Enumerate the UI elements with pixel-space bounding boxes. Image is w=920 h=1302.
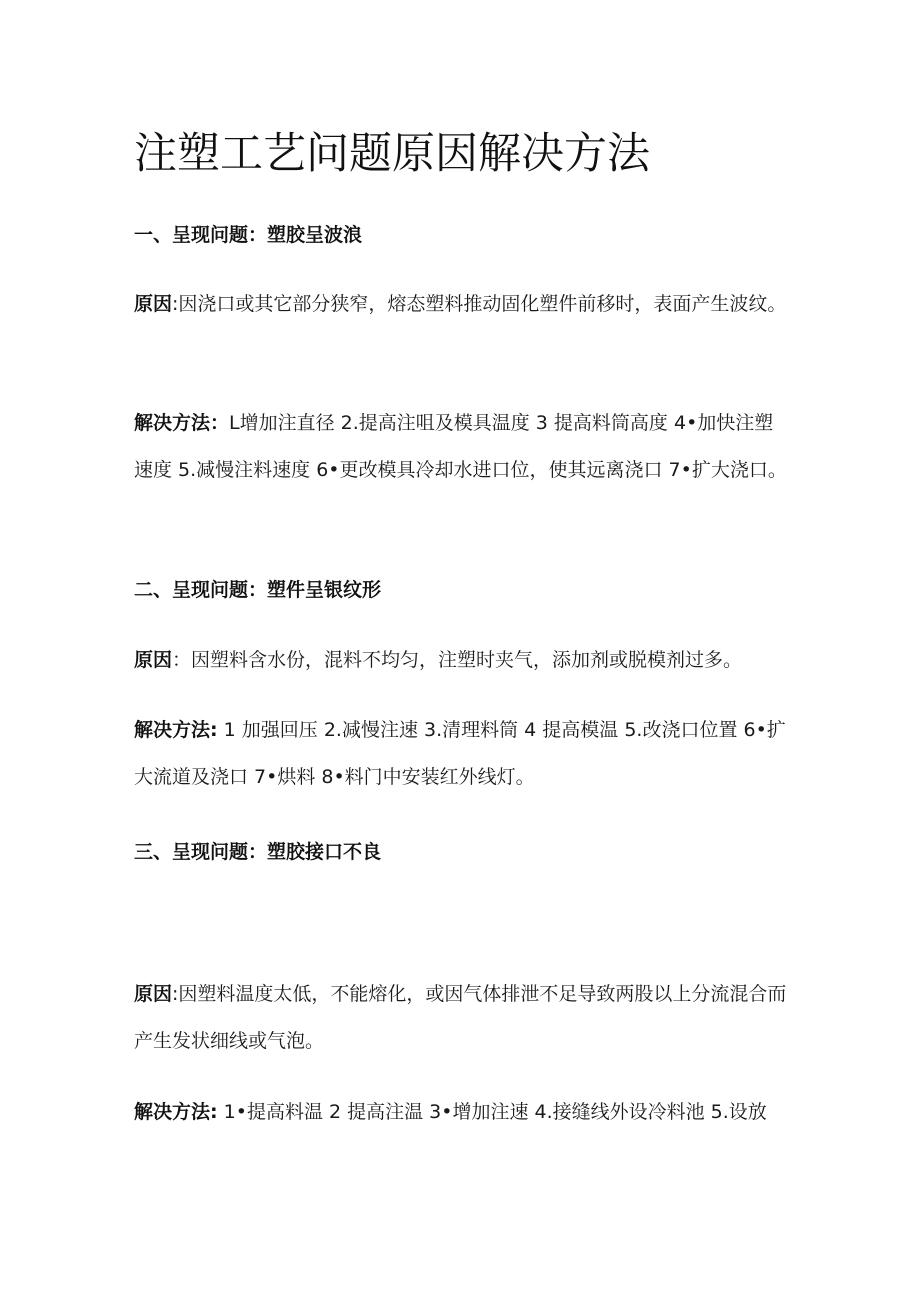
solution-paragraph-1 [134, 400, 792, 494]
section-heading-2: 二、呈现问题：塑件呈银纹形 [134, 579, 382, 601]
cause-paragraph-3 [134, 971, 792, 1065]
solution-paragraph-2 [134, 707, 792, 801]
solution-text: 1•提高料温 2 提高注温 3•增加注速 4.接缝线外设冷料池 5.设放 [217, 1101, 767, 1123]
cause-label: 原因 [134, 649, 173, 671]
solution-paragraph-3 [134, 1089, 792, 1136]
solution-label: 解决方法： [134, 412, 230, 434]
section-heading-3: 三、呈现问题：塑胶接口不良 [134, 841, 382, 863]
solution-text: 1 加强回压 2.减慢注速 3.清理料筒 4 提高模温 5.改浇口位置 6•扩大流道及浇口 7•烘料 8•料门中安装红外线灯。 [134, 719, 786, 788]
cause-text: :因塑料温度太低，不能熔化，或因气体排泄不足导致两股以上分流混合而产生发状细线或气泡。 [134, 983, 787, 1052]
cause-label: 原因 [134, 293, 173, 315]
section-heading-1: 一、呈现问题：塑胶呈波浪 [134, 224, 363, 246]
page-title: 注塑工艺问题原因解决方法 [134, 129, 650, 179]
cause-text: ：因塑料含水份，混料不均匀，注塑时夹气，添加剂或脱模剂过多。 [172, 649, 743, 671]
cause-text: :因浇口或其它部分狭窄，熔态塑料推动固化塑件前移时，表面产生波纹。 [172, 293, 787, 315]
cause-paragraph-2 [134, 637, 792, 684]
cause-paragraph-1 [134, 281, 792, 328]
cause-label: 原因 [134, 983, 173, 1005]
solution-label: 解决方法: [134, 1101, 218, 1123]
solution-text: L增加注直径 2.提高注咀及模具温度 3 提高料筒高度 4•加快注塑速度 5.减慢注料速度 6•更改模具冷却水进口位，使其远离浇口 7•扩大浇口。 [134, 412, 787, 481]
solution-label: 解决方法: [134, 719, 218, 741]
